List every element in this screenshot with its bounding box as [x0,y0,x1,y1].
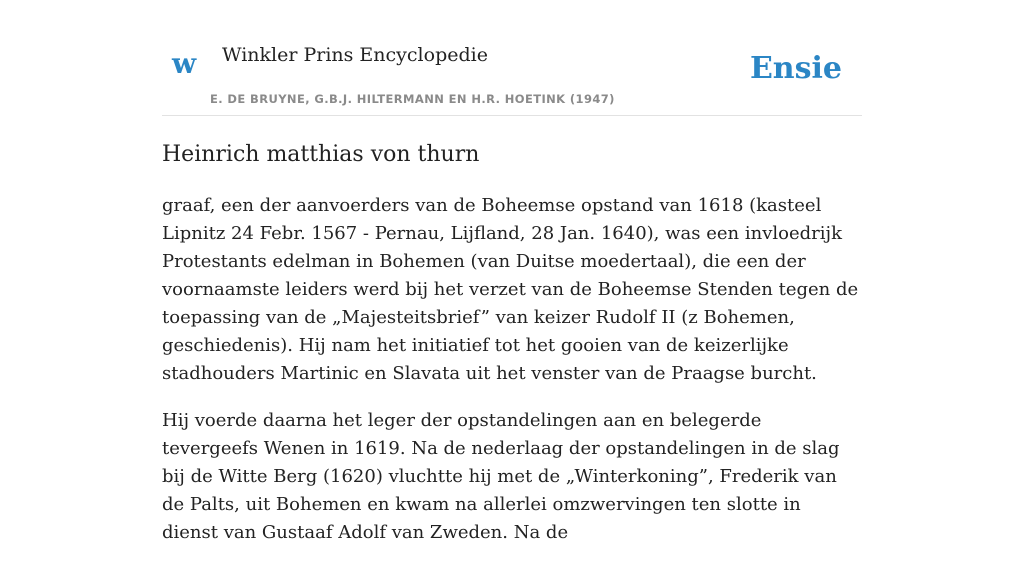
winkler-prins-logo[interactable]: w [172,47,197,80]
content-container [162,0,862,543]
site-header [162,0,862,116]
article-paragraph: graaf, een der aanvoerders van de Boheemse opstand van 1618 (kasteel Lipnitz 24 Febr. 1567 - Pernau, Lijfland, 28 Jan. 1640), was een invloedrijk Protestants edelman in Bohemen (van Duitse moedertaal), die een der voornaamste leiders werd bij het verzet van de Boheemse Stenden tegen de toepassing van de „Majesteitsbrief” van keizer Rudolf II (z Bohemen, geschiedenis). Hij nam het initiatief tot het gooien van de keizerlijke stadhouders Martinic en Slavata uit het venster van de Praagse burcht. [162,195,859,384]
publication-title[interactable]: Winkler Prins Encyclopedie [222,44,488,66]
article-title: Heinrich matthias von thurn [162,142,480,167]
article-body [162,192,862,566]
ensie-logo[interactable]: Ensie [749,51,842,86]
publication-authors: E. DE BRUYNE, G.B.J. HILTERMANN EN H.R. HOETINK (1947) [210,92,615,106]
article-paragraph: Hij voerde daarna het leger der opstandelingen aan en belegerde tevergeefs Wenen in 1619. Na de nederlaag der opstandelingen in de slag bij de Witte Berg (1620) vluchtte hij met de „Winterkoning”, Frederik van de Palts, uit Bohemen en kwam na allerlei omzwervingen ten slotte in dienst van Gustaaf Adolf van Zweden. Na de [162,410,840,543]
